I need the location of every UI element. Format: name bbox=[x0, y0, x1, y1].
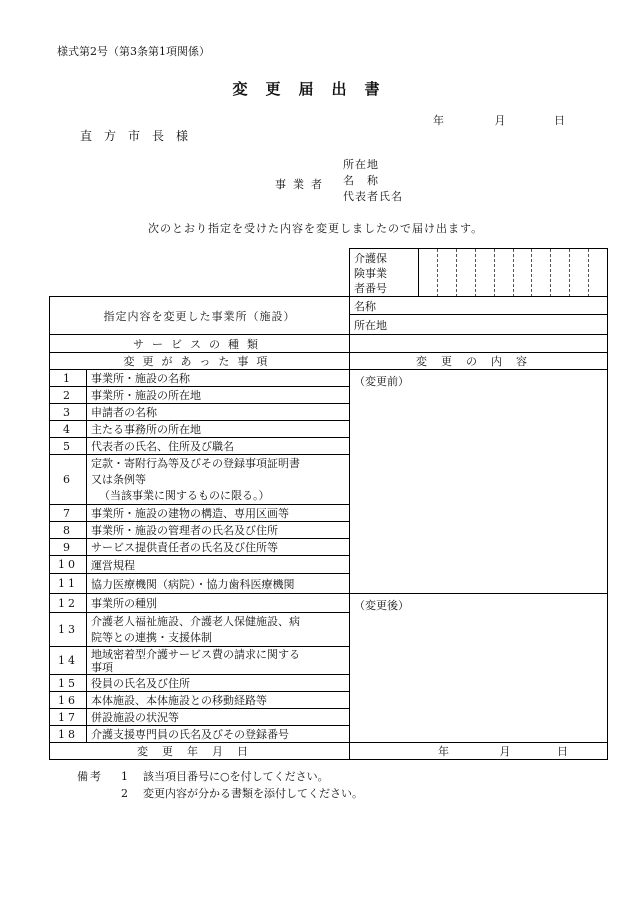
item-text: 主たる事務所の所在地 bbox=[87, 421, 350, 438]
insurer-label-line: 険事業 bbox=[354, 267, 387, 280]
item-number[interactable]: 17 bbox=[50, 709, 87, 726]
contents-header: 変更の内容 bbox=[350, 353, 608, 370]
item-number[interactable]: 13 bbox=[50, 613, 87, 647]
digit-cell[interactable] bbox=[418, 249, 437, 297]
digit-cell[interactable] bbox=[494, 249, 513, 297]
change-date-field[interactable] bbox=[350, 743, 608, 760]
item-text bbox=[87, 455, 350, 505]
item-text: 事業所・施設の名称 bbox=[87, 370, 350, 387]
item-text-line: 定款・寄附行為等及びその登録事項証明書 bbox=[91, 456, 300, 470]
item-number[interactable]: 8 bbox=[50, 522, 87, 539]
facility-label: 指定内容を変更した事業所（施設） bbox=[50, 297, 350, 335]
item-text: 代表者の氏名、住所及び職名 bbox=[87, 438, 350, 455]
service-type-field[interactable] bbox=[350, 335, 608, 353]
remark-text: 変更内容が分かる書類を添付してください。 bbox=[143, 787, 363, 800]
service-type-label: サービスの種類 bbox=[50, 335, 350, 353]
digit-cell[interactable] bbox=[513, 249, 532, 297]
remarks-label: 備考 bbox=[77, 770, 103, 783]
item-text-line: （当該事業に関するものに限る。） bbox=[99, 488, 270, 502]
item-number[interactable]: 12 bbox=[50, 594, 87, 613]
year-label: 年 bbox=[438, 745, 449, 758]
insurer-label-line: 者番号 bbox=[354, 282, 387, 295]
insurer-number-box bbox=[349, 248, 608, 297]
digit-cell[interactable] bbox=[437, 249, 456, 297]
item-number[interactable]: 9 bbox=[50, 539, 87, 556]
digit-cell[interactable] bbox=[588, 249, 607, 297]
item-text: 事業所・施設の所在地 bbox=[87, 387, 350, 404]
change-date-label: 変更年月日 bbox=[50, 743, 350, 760]
day-label: 日 bbox=[554, 114, 565, 127]
item-text: サービス提供責任者の氏名及び住所等 bbox=[87, 539, 350, 556]
remark-number: 2 bbox=[121, 787, 128, 800]
item-number[interactable]: 4 bbox=[50, 421, 87, 438]
item-text: 事業所の種別 bbox=[87, 594, 350, 613]
applicant-address-label: 所在地 bbox=[343, 158, 379, 171]
item-text-line: 地域密着型介護サービス費の請求に関する bbox=[91, 647, 300, 661]
insurer-number-label bbox=[354, 251, 387, 296]
item-text: 役員の氏名及び住所 bbox=[87, 675, 350, 692]
item-text-line: 事項 bbox=[91, 660, 113, 674]
item-text: 介護支援専門員の氏名及びその登録番号 bbox=[87, 726, 350, 743]
facility-address-field[interactable]: 所在地 bbox=[350, 315, 608, 335]
intro-text: 次のとおり指定を受けた内容を変更しましたので届け出ます。 bbox=[148, 222, 484, 235]
applicant-representative-label: 代表者氏名 bbox=[343, 190, 403, 203]
submission-date bbox=[433, 112, 565, 128]
before-label: （変更前） bbox=[354, 375, 409, 388]
before-contents-field[interactable] bbox=[350, 370, 608, 594]
insurer-number-cells[interactable] bbox=[418, 249, 607, 297]
year-label: 年 bbox=[433, 114, 444, 127]
change-form-table bbox=[49, 296, 608, 760]
item-number[interactable]: 5 bbox=[50, 438, 87, 455]
item-number[interactable]: 3 bbox=[50, 404, 87, 421]
item-text: 本体施設、本体施設との移動経路等 bbox=[87, 692, 350, 709]
item-text: 併設施設の状況等 bbox=[87, 709, 350, 726]
item-number[interactable]: 1 bbox=[50, 370, 87, 387]
item-number[interactable]: 10 bbox=[50, 556, 87, 574]
item-text bbox=[87, 613, 350, 647]
digit-cell[interactable] bbox=[531, 249, 550, 297]
month-label: 月 bbox=[494, 114, 506, 127]
digit-cell[interactable] bbox=[550, 249, 569, 297]
day-label: 日 bbox=[557, 745, 568, 758]
item-number[interactable]: 6 bbox=[50, 455, 87, 505]
item-text-line: 介護老人福祉施設、介護老人保健施設、病 bbox=[91, 614, 300, 628]
applicant-fields bbox=[343, 157, 403, 205]
remark-line bbox=[77, 785, 363, 802]
applicant-name-label: 名 称 bbox=[343, 174, 379, 187]
item-text-line: 院等との連携・支援体制 bbox=[91, 630, 212, 644]
insurer-label-line: 介護保 bbox=[354, 252, 387, 265]
digit-cell[interactable] bbox=[456, 249, 475, 297]
item-number[interactable]: 18 bbox=[50, 726, 87, 743]
addressee: 直方市長様 bbox=[80, 129, 201, 143]
applicant-label: 事業者 bbox=[275, 178, 329, 191]
digit-cell[interactable] bbox=[475, 249, 494, 297]
item-text: 運営規程 bbox=[87, 556, 350, 574]
item-text: 協力医療機関（病院）・協力歯科医療機関 bbox=[87, 574, 350, 594]
remark-line bbox=[77, 768, 363, 785]
after-label: （変更後） bbox=[354, 599, 409, 612]
remark-text: 該当項目番号に○を付してください。 bbox=[143, 770, 329, 783]
item-text bbox=[87, 647, 350, 675]
items-header: 変更があった事項 bbox=[50, 353, 350, 370]
item-text: 事業所・施設の建物の構造、専用区画等 bbox=[87, 505, 350, 522]
page-title: 変更届出書 bbox=[232, 80, 398, 98]
item-number[interactable]: 11 bbox=[50, 574, 87, 594]
item-number[interactable]: 7 bbox=[50, 505, 87, 522]
item-text: 事業所・施設の管理者の氏名及び住所 bbox=[87, 522, 350, 539]
item-number[interactable]: 2 bbox=[50, 387, 87, 404]
facility-name-field[interactable]: 名称 bbox=[350, 297, 608, 315]
item-number[interactable]: 15 bbox=[50, 675, 87, 692]
month-label: 月 bbox=[499, 745, 511, 758]
after-contents-field[interactable] bbox=[350, 594, 608, 743]
item-number[interactable]: 16 bbox=[50, 692, 87, 709]
item-text: 申請者の名称 bbox=[87, 404, 350, 421]
remarks bbox=[77, 768, 363, 802]
remark-number: 1 bbox=[121, 770, 128, 783]
item-number[interactable]: 14 bbox=[50, 647, 87, 675]
form-number: 様式第2号（第3条第1項関係） bbox=[57, 45, 210, 58]
digit-cell[interactable] bbox=[569, 249, 588, 297]
item-text-line: 又は条例等 bbox=[91, 472, 146, 486]
